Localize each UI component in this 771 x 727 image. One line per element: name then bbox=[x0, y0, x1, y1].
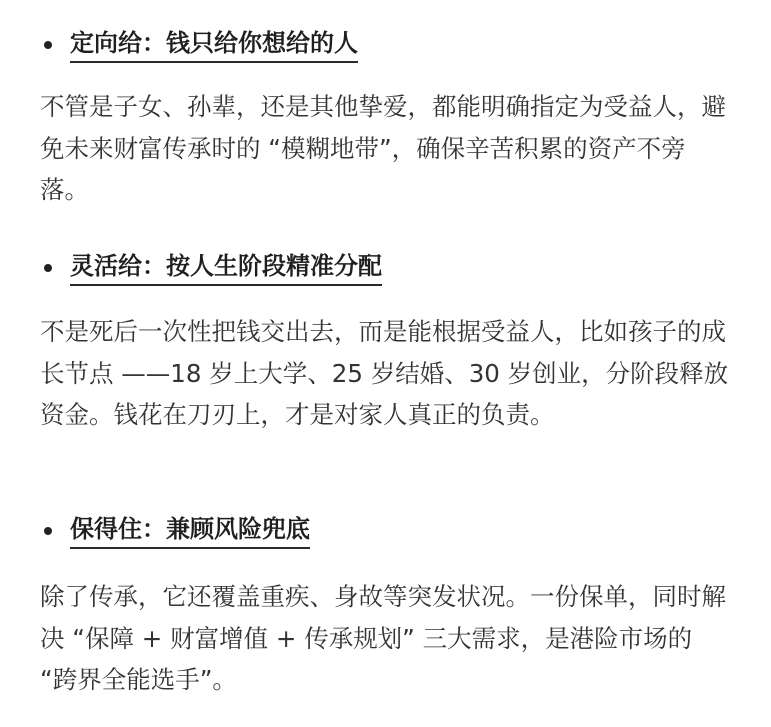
bullet-icon bbox=[44, 41, 52, 49]
section-heading: 灵活给：按人生阶段精准分配 bbox=[70, 250, 382, 286]
section-heading: 保得住：兼顾风险兜底 bbox=[70, 513, 310, 549]
section-paragraph: 除了传承，它还覆盖重疾、身故等突发状况。一份保单，同时解决 “保障 + 财富增值 + 传承规划” 三大需求，是港险市场的 “跨界全能选手”。 bbox=[40, 582, 726, 694]
section-heading-row-3 bbox=[44, 513, 310, 549]
section-paragraph: 不是死后一次性把钱交出去，而是能根据受益人，比如孩子的成长节点 ——18 岁上大学、25 岁结婚、30 岁创业，分阶段释放资金。钱花在刀刃上，才是对家人真正的负责。 bbox=[40, 317, 729, 429]
section-paragraph: 不管是子女、孙辈，还是其他挚爱，都能明确指定为受益人，避免未来财富传承时的 “模糊地带”，确保辛苦积累的资产不旁落。 bbox=[40, 92, 726, 204]
section-heading: 定向给：钱只给你想给的人 bbox=[70, 27, 358, 63]
bullet-icon bbox=[44, 527, 52, 535]
section-heading-row-2 bbox=[44, 250, 382, 286]
bullet-icon bbox=[44, 264, 52, 272]
section-heading-row-1 bbox=[44, 27, 358, 63]
